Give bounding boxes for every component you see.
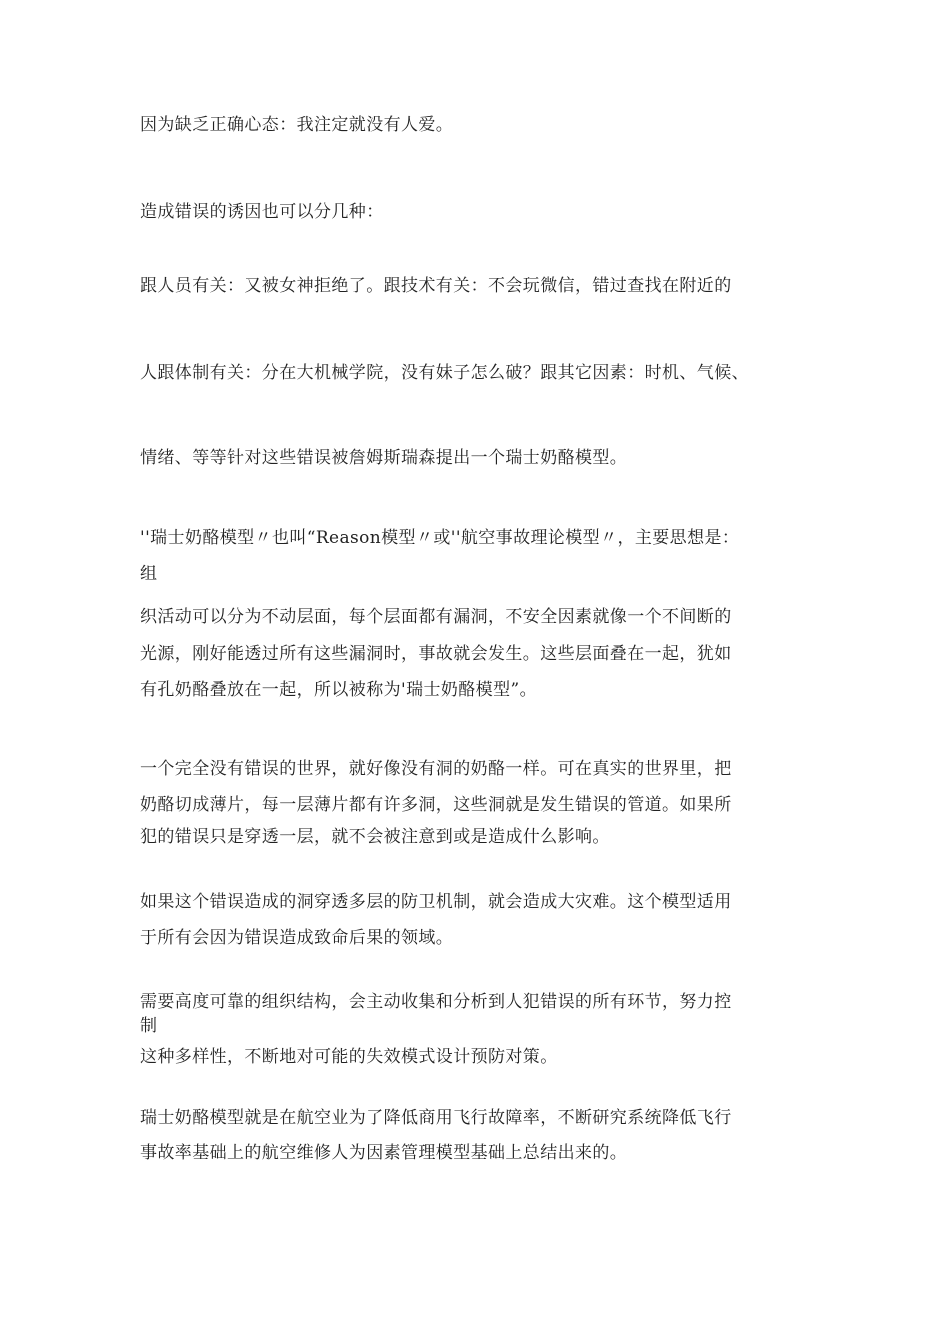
text-line: 织活动可以分为不动层面，每个层面都有漏洞，不安全因素就像一个不间断的 — [140, 607, 732, 627]
text-line: 造成错误的诱因也可以分几种： — [140, 202, 384, 222]
text-line: 制 — [140, 1016, 158, 1036]
text-line: 于所有会因为错误造成致命后果的领域。 — [140, 928, 454, 948]
text-line: 犯的错误只是穿透一层，就不会被注意到或是造成什么影响。 — [140, 827, 610, 847]
text-line: 因为缺乏正确心态：我注定就没有人爱。 — [140, 115, 454, 135]
text-line: 一个完全没有错误的世界，就好像没有洞的奶酪一样。可在真实的世界里，把 — [140, 759, 732, 779]
text-line: 跟人员有关：又被女神拒绝了。跟技术有关：不会玩微信，错过查找在附近的 — [140, 276, 732, 296]
text-line: ''瑞士奶酪模型〃也叫“Reason模型〃或''航空事故理论模型〃，主要思想是： — [140, 528, 740, 548]
text-line: 这种多样性，不断地对可能的失效模式设计预防对策。 — [140, 1047, 558, 1067]
text-line: 事故率基础上的航空维修人为因素管理模型基础上总结出来的。 — [140, 1143, 628, 1163]
text-line: 瑞士奶酪模型就是在航空业为了降低商用飞行故障率，不断研究系统降低飞行 — [140, 1108, 732, 1128]
text-line: 奶酪切成薄片，每一层薄片都有许多洞，这些洞就是发生错误的管道。如果所 — [140, 795, 732, 815]
text-line: 组 — [140, 564, 158, 584]
text-line: 有孔奶酪叠放在一起，所以被称为'瑞士奶酪模型”。 — [140, 680, 537, 700]
text-line: 光源，刚好能透过所有这些漏洞时，事故就会发生。这些层面叠在一起，犹如 — [140, 644, 732, 664]
text-line: 人跟体制有关：分在大机械学院，没有妹子怎么破？跟其它因素：时机、气候、 — [140, 363, 749, 383]
text-line: 如果这个错误造成的洞穿透多层的防卫机制，就会造成大灾难。这个模型适用 — [140, 892, 732, 912]
text-line: 需要高度可靠的组织结构，会主动收集和分析到人犯错误的所有环节，努力控 — [140, 992, 732, 1012]
text-line: 情绪、等等针对这些错误被詹姆斯瑞森提出一个瑞士奶酪模型。 — [140, 448, 628, 468]
